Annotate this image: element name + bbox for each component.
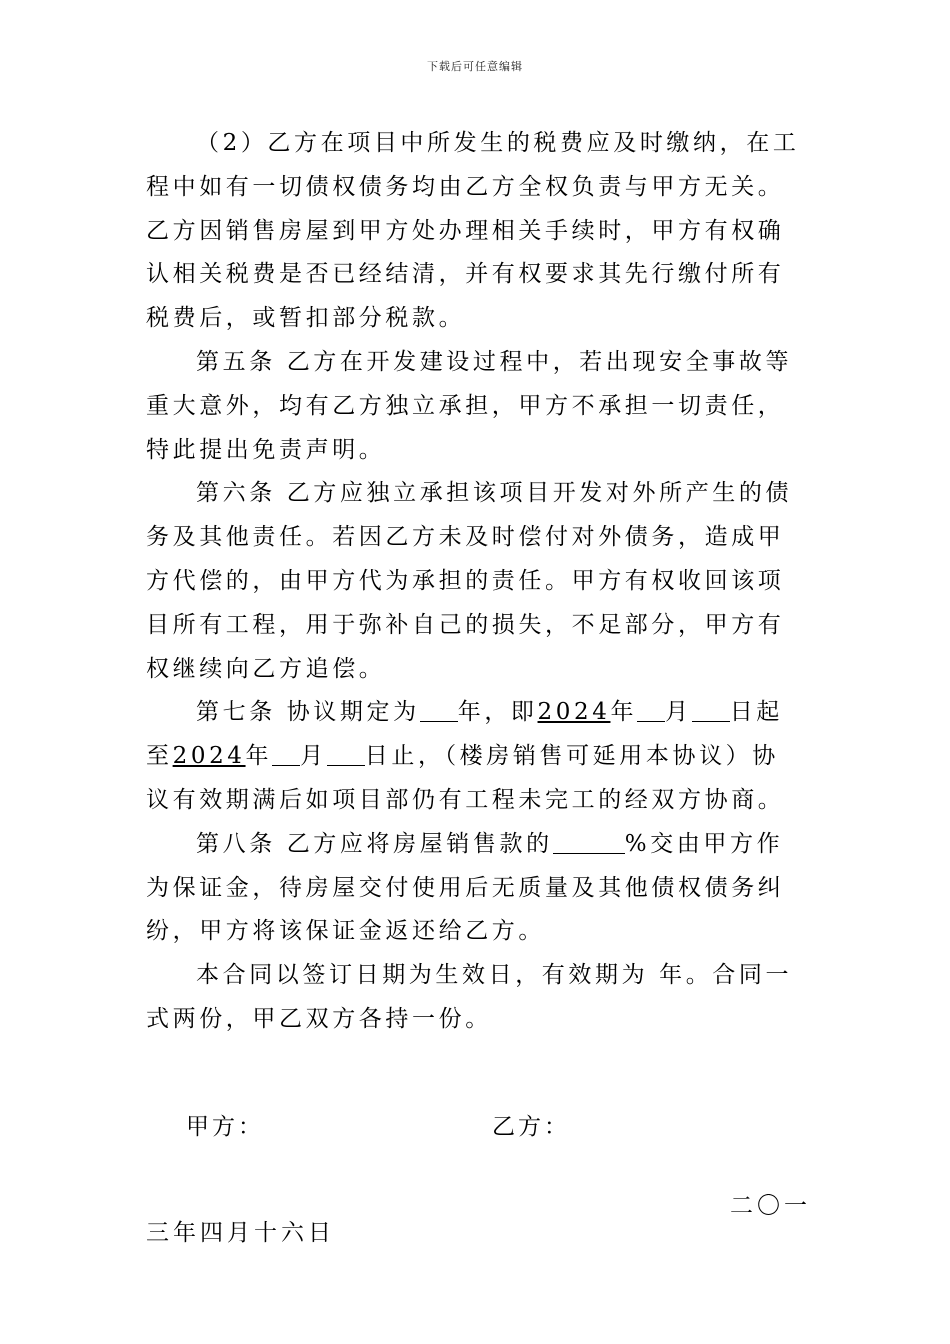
- date-line-1: 二〇一: [730, 1193, 811, 1219]
- party-b-signature: 乙方：: [492, 1114, 570, 1140]
- article-7-text: 月: [665, 699, 692, 726]
- start-year: 2024: [537, 699, 611, 726]
- closing-paragraph: 本合同以签订日期为生效日，有效期为 年。合同一式两份，甲乙双方各持一份。: [146, 962, 793, 1032]
- article-7-text: 日止，（楼房销售可延用本协议）协议有效期满后如项目部仍有工程未完工的经双方协商。: [146, 743, 785, 813]
- article-7-text: 月: [300, 743, 327, 770]
- article-7-text: 年，即: [457, 699, 538, 726]
- end-day-blank: [327, 742, 365, 766]
- party-a-signature: 甲方：: [186, 1114, 264, 1140]
- article-8-text: %交由甲方作为保证金，待房屋交付使用后无质量及其他债权债务纠纷，甲方将该保证金返还给乙方。: [146, 830, 785, 945]
- article-7-text: 第七条 协议期定为: [196, 699, 420, 726]
- article-7-text: 日起至: [146, 699, 783, 770]
- article-6-paragraph: 第六条 乙方应独立承担该项目开发对外所产生的债务及其他责任。若因乙方未及时偿付对外债务，造成甲方代偿的，由甲方代为承担的责任。甲方有权收回该项目所有工程，用于弥补自己的损失，不足部分，甲方有权继续向乙方追偿。: [146, 480, 793, 682]
- page-header: 下载后可任意编辑: [427, 60, 523, 73]
- article-8-paragraph: [146, 823, 802, 954]
- end-month-blank: [272, 742, 300, 766]
- percentage-blank: [553, 830, 625, 854]
- date-line-2: 三年四月十六日: [146, 1220, 335, 1246]
- tax-clause-paragraph: （2）乙方在项目中所发生的税费应及时缴纳，在工程中如有一切债权债务均由乙方全权负责与甲方无关。乙方因销售房屋到甲方处办理相关手续时，甲方有权确认相关税费是否已经结清，并有权要求其先行缴付所有税费后，或暂扣部分税款。: [146, 130, 800, 332]
- article-5-paragraph: 第五条 乙方在开发建设过程中，若出现安全事故等重大意外，均有乙方独立承担，甲方不承担一切责任， 特此提出免责声明。: [146, 348, 793, 463]
- end-year: 2024: [172, 743, 246, 770]
- start-month-blank: [637, 698, 665, 722]
- contract-body: [146, 122, 802, 1042]
- article-7-text: 年: [610, 699, 638, 726]
- start-day-blank: [692, 698, 730, 722]
- article-7-paragraph: [146, 691, 802, 822]
- article-8-text: 第八条 乙方应将房屋销售款的: [196, 830, 553, 857]
- term-years-blank: [420, 698, 458, 722]
- article-7-text: 年: [245, 743, 273, 770]
